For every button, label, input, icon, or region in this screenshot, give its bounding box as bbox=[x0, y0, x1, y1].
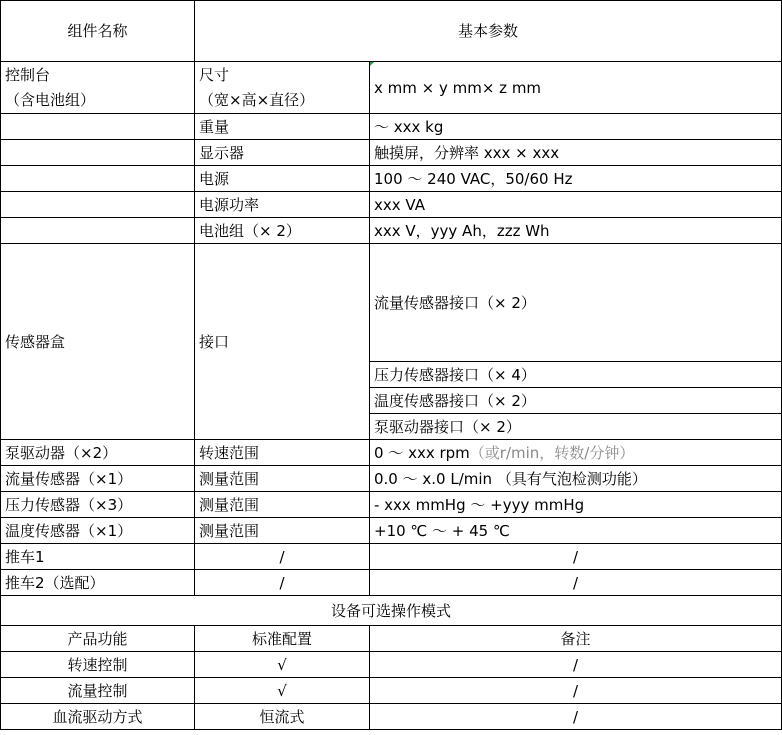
pump-driver-row bbox=[1, 440, 782, 466]
cart-name: 推车2（选配） bbox=[1, 570, 195, 596]
modes-header-standard: 标准配置 bbox=[195, 626, 370, 652]
mode-standard: 恒流式 bbox=[195, 704, 370, 730]
console-power-rating-row bbox=[1, 192, 782, 218]
mode-standard: √ bbox=[195, 678, 370, 704]
console-power-row bbox=[1, 166, 782, 192]
sensor-port-pressure: 压力传感器接口（× 4） bbox=[370, 362, 782, 388]
modes-header-notes: 备注 bbox=[370, 626, 782, 652]
component-value: - xxx mmHg ～ +yyy mmHg bbox=[370, 492, 782, 518]
header-component-name: 组件名称 bbox=[1, 1, 195, 62]
empty-cell bbox=[1, 140, 195, 166]
pressure-sensor-row bbox=[1, 492, 782, 518]
console-display-row bbox=[1, 140, 782, 166]
temperature-sensor-row bbox=[1, 518, 782, 544]
component-label: 转速范围 bbox=[195, 440, 370, 466]
mode-note: / bbox=[370, 704, 782, 730]
row-label: 电池组（× 2） bbox=[195, 218, 370, 244]
mode-note: / bbox=[370, 678, 782, 704]
size-value bbox=[370, 62, 782, 114]
sensor-port-temperature: 温度传感器接口（× 2） bbox=[370, 388, 782, 414]
row-label: 电源功率 bbox=[195, 192, 370, 218]
mode-function: 血流驱动方式 bbox=[1, 704, 195, 730]
size-value-text: x mm × y mm× z mm bbox=[374, 78, 542, 97]
row-value: xxx VA bbox=[370, 192, 782, 218]
corner-mark-icon bbox=[370, 62, 374, 66]
empty-cell bbox=[1, 218, 195, 244]
cart-2-row bbox=[1, 570, 782, 596]
flow-sensor-row bbox=[1, 466, 782, 492]
mode-function: 转速控制 bbox=[1, 652, 195, 678]
row-value: ～ xxx kg bbox=[370, 114, 782, 140]
row-label: 显示器 bbox=[195, 140, 370, 166]
cart-1-row bbox=[1, 544, 782, 570]
component-label: 测量范围 bbox=[195, 492, 370, 518]
size-label-line1: 尺寸 bbox=[195, 62, 370, 88]
size-label-line2: （宽×高×直径） bbox=[195, 88, 370, 114]
mode-standard: √ bbox=[195, 652, 370, 678]
header-basic-params: 基本参数 bbox=[195, 1, 782, 62]
modes-title-row bbox=[1, 596, 782, 626]
component-note: （或r/min，转数/分钟） bbox=[469, 443, 635, 462]
console-name-line1: 控制台 bbox=[1, 62, 195, 88]
component-label: 测量范围 bbox=[195, 466, 370, 492]
cart-col2: / bbox=[195, 570, 370, 596]
sensor-box-label: 接口 bbox=[195, 244, 370, 440]
cart-col3: / bbox=[370, 544, 782, 570]
cart-name: 推车1 bbox=[1, 544, 195, 570]
empty-cell bbox=[1, 114, 195, 140]
sensor-port-pump: 泵驱动器接口（× 2） bbox=[370, 414, 782, 440]
row-label: 重量 bbox=[195, 114, 370, 140]
console-battery-row bbox=[1, 218, 782, 244]
console-weight-row bbox=[1, 114, 782, 140]
cart-col2: / bbox=[195, 544, 370, 570]
modes-title: 设备可选操作模式 bbox=[1, 596, 782, 626]
empty-cell bbox=[1, 192, 195, 218]
component-value: +10 ℃ ～ + 45 ℃ bbox=[370, 518, 782, 544]
row-value: 100 ～ 240 VAC，50/60 Hz bbox=[370, 166, 782, 192]
component-value bbox=[370, 440, 782, 466]
row-value: xxx V，yyy Ah，zzz Wh bbox=[370, 218, 782, 244]
component-name: 温度传感器（×1） bbox=[1, 518, 195, 544]
console-row-1 bbox=[1, 62, 782, 88]
component-label: 测量范围 bbox=[195, 518, 370, 544]
cart-col3: / bbox=[370, 570, 782, 596]
component-value-text: 0 ～ xxx rpm bbox=[374, 443, 470, 462]
header-row bbox=[1, 1, 782, 62]
component-name: 压力传感器（×3） bbox=[1, 492, 195, 518]
empty-cell bbox=[1, 166, 195, 192]
component-name: 泵驱动器（×2） bbox=[1, 440, 195, 466]
modes-speed-control-row bbox=[1, 652, 782, 678]
console-name-line2: （含电池组） bbox=[1, 88, 195, 114]
sensor-box-name: 传感器盒 bbox=[1, 244, 195, 440]
row-value: 触摸屏，分辨率 xxx × xxx bbox=[370, 140, 782, 166]
row-label: 电源 bbox=[195, 166, 370, 192]
modes-flow-control-row bbox=[1, 678, 782, 704]
sensor-box-row-1 bbox=[1, 244, 782, 362]
mode-note: / bbox=[370, 652, 782, 678]
component-name: 流量传感器（×1） bbox=[1, 466, 195, 492]
modes-drive-mode-row bbox=[1, 704, 782, 730]
modes-header-row bbox=[1, 626, 782, 652]
component-value: 0.0 ～ x.0 L/min （具有气泡检测功能） bbox=[370, 466, 782, 492]
modes-header-function: 产品功能 bbox=[1, 626, 195, 652]
mode-function: 流量控制 bbox=[1, 678, 195, 704]
sensor-port-flow: 流量传感器接口（× 2） bbox=[370, 244, 782, 362]
